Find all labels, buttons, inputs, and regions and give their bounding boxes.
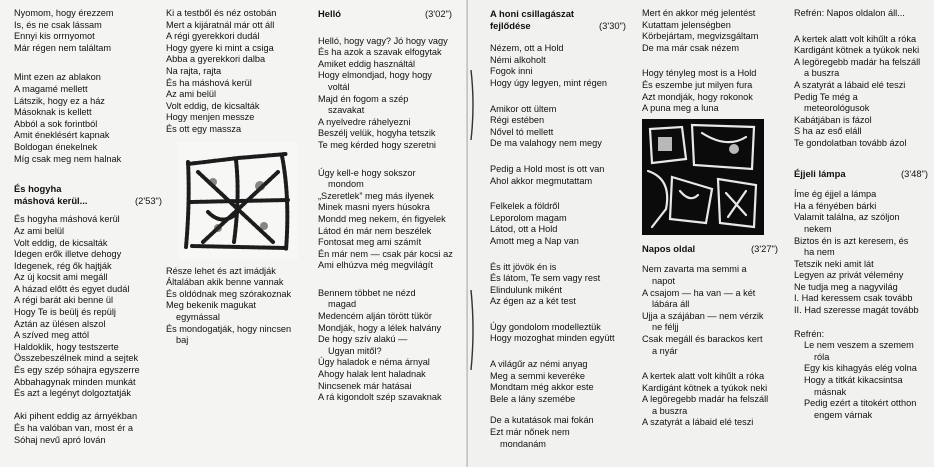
lyric-line: Meg bekenik magukat [166, 300, 256, 311]
lyric-line: A nyelvedre ráhelyezni [318, 116, 411, 127]
spacer [642, 357, 778, 371]
lyric-line: Míg csak meg nem halnak [14, 153, 122, 164]
lyric-line: Mondd meg nekem, én figyelek [318, 213, 446, 224]
stanza [490, 359, 626, 405]
lyric-line: És mondogatják, hogy nincsen [166, 323, 292, 334]
lyric-line: A kertek alatt volt kihűlt a róka [642, 371, 765, 382]
lyric-line: Te gondolatban tovább ázol [794, 137, 907, 148]
stanza [14, 72, 162, 165]
lyric-line: Volt eddig, de kicsalták [166, 100, 260, 111]
spacer [490, 187, 626, 201]
stanza [642, 68, 778, 114]
lyric-line: szavakat [328, 105, 365, 116]
lyric-line: lábára áll [652, 299, 690, 310]
bracket-mark [470, 70, 476, 140]
lyric-line: Kardigánt kötnek a tyúkok neki [794, 45, 920, 56]
spacer [490, 90, 626, 104]
lyric-line: Kutattam jelenségben [642, 19, 731, 30]
lyric-line: Biztos én is azt keresem, és [794, 235, 909, 246]
spacer [318, 20, 452, 36]
lyric-line: Abbahagynak minden munkát [14, 376, 136, 387]
lyric-line: Sóhaj nevű apró lován [14, 434, 106, 445]
lyric-line: a buszra [652, 405, 688, 416]
lyric-line: Minek masni nyers húsokra [318, 202, 430, 213]
stanza [166, 266, 306, 347]
lyric-line: Refrén: Napos oldalon áll... [794, 8, 905, 18]
lyric-line: Úgy haladok e néma árnyal [318, 357, 430, 368]
spacer [14, 206, 162, 214]
lyric-line: Fontosat meg ami számít [318, 237, 422, 248]
stanza [14, 8, 162, 54]
lyric-line: Hogy elmondjad, hogy hogy [318, 70, 432, 81]
stanza [14, 214, 162, 400]
lyric-line: Leporolom magam [490, 212, 567, 223]
spacer [318, 272, 452, 288]
spacer [14, 165, 162, 183]
lyric-line: És ha azok a szavak elfogytak [318, 47, 442, 58]
lyric-line: A legöregebb madár ha felszáll [794, 56, 921, 67]
stanza [642, 264, 778, 357]
lyric-line: Te meg kérded hogy szeretni [318, 139, 436, 150]
lyric-line: A szatyrát a lábaid elé teszi [642, 417, 754, 428]
lyric-line: Körbejártam, megvizsgáltam [642, 31, 759, 42]
lyric-line: És ott egy massza [166, 123, 242, 134]
lyric-line: I. Had keressem csak tovább [794, 293, 913, 304]
lyric-line: Látod, ott a Hold [490, 224, 558, 235]
lyric-line: Az új kocsit ami megáll [14, 272, 108, 283]
lyric-line: Ennyi kis orrnyomot [14, 31, 95, 42]
column-5 [642, 8, 778, 429]
spacer [490, 31, 626, 43]
lyric-line: A kertek alatt volt kihűlt a róka [794, 33, 917, 44]
lyric-line: Hogy úgy legyen, mint régen [490, 77, 607, 88]
song-title: Napos oldal [642, 242, 696, 254]
lyric-line: engem várnak [814, 409, 873, 420]
spacer [794, 317, 928, 329]
lyric-line: II. Had szeresse magát tovább [794, 305, 919, 316]
lyric-line: Haldoklik, hogy testszerte [14, 341, 119, 352]
lyric-line: Abból a sok forintból [14, 118, 98, 129]
stanza [490, 201, 626, 247]
lyric-line: Fogok inni [490, 66, 533, 77]
lyric-line: És hogyha máshová kerül [14, 214, 120, 225]
lyric-line: Mondtam még akkor este [490, 382, 594, 393]
lyric-line: Mert én akkor még jelentést [642, 8, 756, 18]
song-duration: (3'27") [750, 242, 778, 254]
lyric-line: A régi barát aki benne ül [14, 295, 114, 306]
stanza [166, 8, 306, 136]
lyric-line: Beszélj velük, hogyha tetszik [318, 128, 436, 139]
lyric-line: Aztán az ülésen alszol [14, 318, 106, 329]
lyric-line: Úgy gondolom modelleztük [490, 321, 601, 332]
song-header [794, 168, 928, 180]
song-title: Helló [318, 8, 341, 19]
spacer [490, 345, 626, 359]
lyric-line: A puna meg a luna [642, 103, 719, 114]
lyric-line: Valamit találna, az szóljon [794, 212, 900, 223]
spacer [642, 54, 778, 68]
song-duration: (3'48") [900, 167, 928, 179]
lyric-line: Íme ég éjjel a lámpa [794, 189, 877, 200]
lyric-line: Úgy kell-e hogy sokszor [318, 167, 416, 178]
song-duration: (3'02") [424, 8, 452, 19]
stanza [14, 411, 162, 446]
lyric-line: Nézem, ott a Hold [490, 43, 564, 54]
lyric-line: Kabátjában is fázol [794, 114, 872, 125]
song-header [642, 243, 778, 255]
refrain-label: Refrén: [794, 328, 825, 339]
lyric-line: Ahogy halak lent haladnak [318, 369, 426, 380]
lyric-line: A szatyrát a lábaid elé teszi [794, 79, 906, 90]
column-2 [166, 8, 306, 347]
lyric-line: Abba a gyerekkori dalba [166, 54, 266, 65]
spacer [794, 150, 928, 168]
lyric-line: ha nem [804, 247, 835, 258]
lyric-line: Egy kis kihagyás elég volna [804, 363, 917, 374]
lyric-line: Régi estében [490, 115, 545, 126]
lyric-line: napot [652, 275, 675, 286]
lyric-line: Majd én fogom a szép [318, 93, 409, 104]
lyric-line: És itt jövök én is [490, 261, 557, 272]
column-4 [490, 8, 626, 450]
lyric-line: mondom [328, 179, 364, 190]
lyric-line: Idegenek, rég ők hajtják [14, 260, 112, 271]
lyric-line: Hogy Te is beülj és repülj [14, 307, 116, 318]
song-header [490, 8, 626, 31]
lyric-line: Elindulunk miként [490, 284, 563, 295]
abstract-drawing [642, 119, 764, 235]
lyric-line: Általában akik benne vannak [166, 277, 284, 288]
stanza [490, 104, 626, 150]
spacer [14, 54, 162, 72]
lyric-line: Csak megáll és barackos kert [642, 333, 763, 344]
lyric-line: A magamé mellett [14, 83, 88, 94]
spacer [642, 254, 778, 264]
lyric-line: Ujja a szájában — nem vérzik [642, 310, 764, 321]
song-title: máshová kerül... [14, 194, 88, 206]
spacer [490, 150, 626, 164]
lyric-line: Pedig ezért a titokért otthon [804, 398, 917, 409]
lyric-line: A csajom — ha van — a két [642, 287, 756, 298]
column-1 [14, 8, 162, 446]
lyric-line: Nyomom, hogy érezzem [14, 8, 114, 18]
lyric-line: Na rajta, rajta [166, 65, 222, 76]
stanza [642, 371, 778, 429]
lyric-line: Kardigánt kötnek a tyúkok neki [642, 382, 768, 393]
lyric-line: A régi gyerekkori dudál [166, 31, 260, 42]
lyric-line: Látod én már nem beszélek [318, 225, 432, 236]
lyric-line: Ezt már nőnek nem [490, 427, 570, 438]
spacer [794, 179, 928, 189]
woodcut-illustration [642, 119, 764, 235]
right-page [468, 0, 934, 467]
lyric-line: magad [328, 299, 357, 310]
lyric-line: Helló, hogy vagy? Jó hogy vagy [318, 35, 448, 46]
lyric-line: Mondják, hogy a lélek halvány [318, 322, 442, 333]
lyric-line: ne féljj [652, 322, 679, 333]
song-title: Éjjeli lámpa [794, 167, 846, 179]
lyric-line: Amiket eddig használtál [318, 58, 416, 69]
lyric-line: S ha az eső eláll [794, 126, 862, 137]
lyric-line: nekem [804, 223, 832, 234]
stanza [318, 168, 452, 272]
lyric-line: Amikor ott ültem [490, 103, 557, 114]
lyric-line: Némi alkoholt [490, 54, 546, 65]
lyric-line: Hogy a titkát kikacsintsa [804, 375, 903, 386]
lyric-line: Bennem többet ne nézd [318, 287, 416, 298]
lyric-line: Amit éneklésért kapnak [14, 130, 110, 141]
lyric-line: Bele a lány szemébe [490, 393, 576, 404]
lyric-line: Meg a semmi keveréke [490, 370, 585, 381]
song-title: És hogyha [14, 183, 62, 195]
lyric-line: baj [176, 335, 189, 346]
lyric-line: Már régen nem találtam [14, 42, 112, 53]
spacer [490, 405, 626, 415]
stanza [794, 189, 928, 317]
stanza [490, 262, 626, 308]
lyric-line: Mint ezen az ablakon [14, 72, 101, 83]
spacer [794, 20, 928, 34]
lyric-line: Tetszik neki amit lát [794, 258, 874, 269]
lyric-line: Volt eddig, de kicsalták [14, 237, 108, 248]
lyric-line: voltál [328, 81, 350, 92]
lyric-line: Medencém alján törött tükör [318, 311, 432, 322]
lyric-line: És ha máshová kerül [166, 77, 252, 88]
lyric-line: És egy szép sóhajra egyszerre [14, 365, 140, 376]
lyric-line: a buszra [804, 68, 840, 79]
lyric-line: De ma már csak nézem [642, 42, 740, 53]
lyric-line: egymással [176, 311, 220, 322]
lyric-line: Ne tudja meg a nagyvilág [794, 281, 898, 292]
song-title: fejlődése [490, 19, 531, 31]
lyric-line: És oldódnak meg szórakoznak [166, 288, 292, 299]
lyric-line: Az ami belül [14, 225, 65, 236]
lyric-line: meteorológusok [804, 103, 870, 114]
stanza [794, 34, 928, 150]
lyric-line: És ha valóban van, most ér a [14, 423, 133, 433]
lyric-line: Hogy gyere ki mint a csiga [166, 42, 274, 53]
lyric-line: Ahol akkor megmutattam [490, 175, 593, 186]
lyric-line: De hogy szív alakú — [318, 334, 408, 345]
lyric-line: A rá kigondolt szép szavaknak [318, 392, 442, 403]
lyric-line: És látom, Te sem vagy rest [490, 273, 601, 284]
stanza [490, 164, 626, 187]
lyric-line: A szíved meg attól [14, 330, 90, 341]
scribble-drawing [178, 142, 298, 260]
lyric-line: Le nem veszem a szemem [804, 340, 914, 351]
spacer [14, 400, 162, 412]
lyric-line: Ami elhúzva még megvilágít [318, 260, 433, 271]
bracket-mark [470, 290, 476, 370]
lyric-line: a nyár [652, 345, 678, 356]
lyric-line: A világűr az némi anyag [490, 359, 588, 370]
sketch-illustration [178, 142, 298, 260]
lyric-line: „Szeretlek” meg más ilyenek [318, 190, 434, 201]
lyric-line: Ha a fényében bárki [794, 200, 877, 211]
spacer [490, 248, 626, 262]
lyric-line: De a kutatások mai fokán [490, 415, 594, 426]
column-6 [794, 8, 928, 421]
song-title: A honi csillagászat [490, 8, 575, 19]
lyric-line: Is, és ne csak lássam [14, 19, 102, 30]
lyric-line: Ugyan mitől? [328, 345, 382, 356]
lyric-line: Legyen az privát vélemény [794, 270, 904, 281]
lyric-line: Nem zavarta ma semmi a [642, 264, 747, 275]
lyric-line: Az égen az a két test [490, 296, 576, 307]
lyric-line: másnak [814, 386, 847, 397]
lyric-line: Nincsenek már hatásai [318, 380, 412, 391]
lyric-line: És eszembe jut milyen fura [642, 79, 753, 90]
stanza [490, 322, 626, 345]
lyric-line: Pedig Te még a [794, 91, 858, 102]
lyric-line: Másoknak is kellett [14, 107, 92, 118]
column-3 [318, 8, 452, 404]
stanza [318, 36, 452, 152]
stanza [490, 43, 626, 89]
lyric-line: Idegen erők illetve dehogy [14, 249, 122, 260]
stanza [318, 288, 452, 404]
lyric-line: Ki a testből és néz ostobán [166, 8, 277, 18]
lyric-line: Látszik, hogy ez a ház [14, 95, 105, 106]
stanza [490, 415, 626, 450]
spacer [490, 308, 626, 322]
song-header [14, 183, 162, 206]
lyric-line: Összebeszélnek mind a sejtek [14, 353, 139, 364]
lyric-line: Aki pihent eddig az árnyékban [14, 411, 138, 422]
song-duration: (2'53") [134, 194, 162, 206]
lyric-line: Nővel tó mellett [490, 126, 554, 137]
stanza [794, 340, 928, 421]
song-header [318, 8, 452, 20]
lyric-line: Mert a kijáratnál már ott áll [166, 19, 275, 30]
spacer [318, 152, 452, 168]
lyric-line: Hogy tényleg most is a Hold [642, 68, 757, 79]
lyric-line: Felkelek a földről [490, 201, 560, 212]
lyric-line: De ma valahogy nem megy [490, 138, 602, 149]
lyric-line: Hogy mozoghat minden együtt [490, 333, 615, 344]
lyric-line: A legöregebb madár ha felszáll [642, 394, 769, 405]
lyric-line: Része lehet és azt imádják [166, 265, 276, 276]
song-duration: (3'30") [598, 19, 626, 31]
lyric-line: mondanám [500, 438, 546, 449]
stanza [642, 8, 778, 54]
lyric-line: Az ami belül [166, 89, 217, 100]
lyric-line: És azt a legényt dolgoztatják [14, 388, 131, 399]
lyric-line: Pedig a Hold most is ott van [490, 163, 605, 174]
lyric-line: Azt mondják, hogy rokonok [642, 91, 753, 102]
lyric-line: Hogy menjen messze [166, 112, 255, 123]
lyric-line: Boldogan énekelnek [14, 141, 98, 152]
lyric-line: Amott meg a Nap van [490, 235, 579, 246]
lyric-line: A házad előtt és egyet dudál [14, 283, 130, 294]
lyric-line: Én már nem — csak pár kocsi az [318, 248, 453, 259]
stanza [794, 8, 928, 20]
lyric-line: róla [814, 351, 830, 362]
